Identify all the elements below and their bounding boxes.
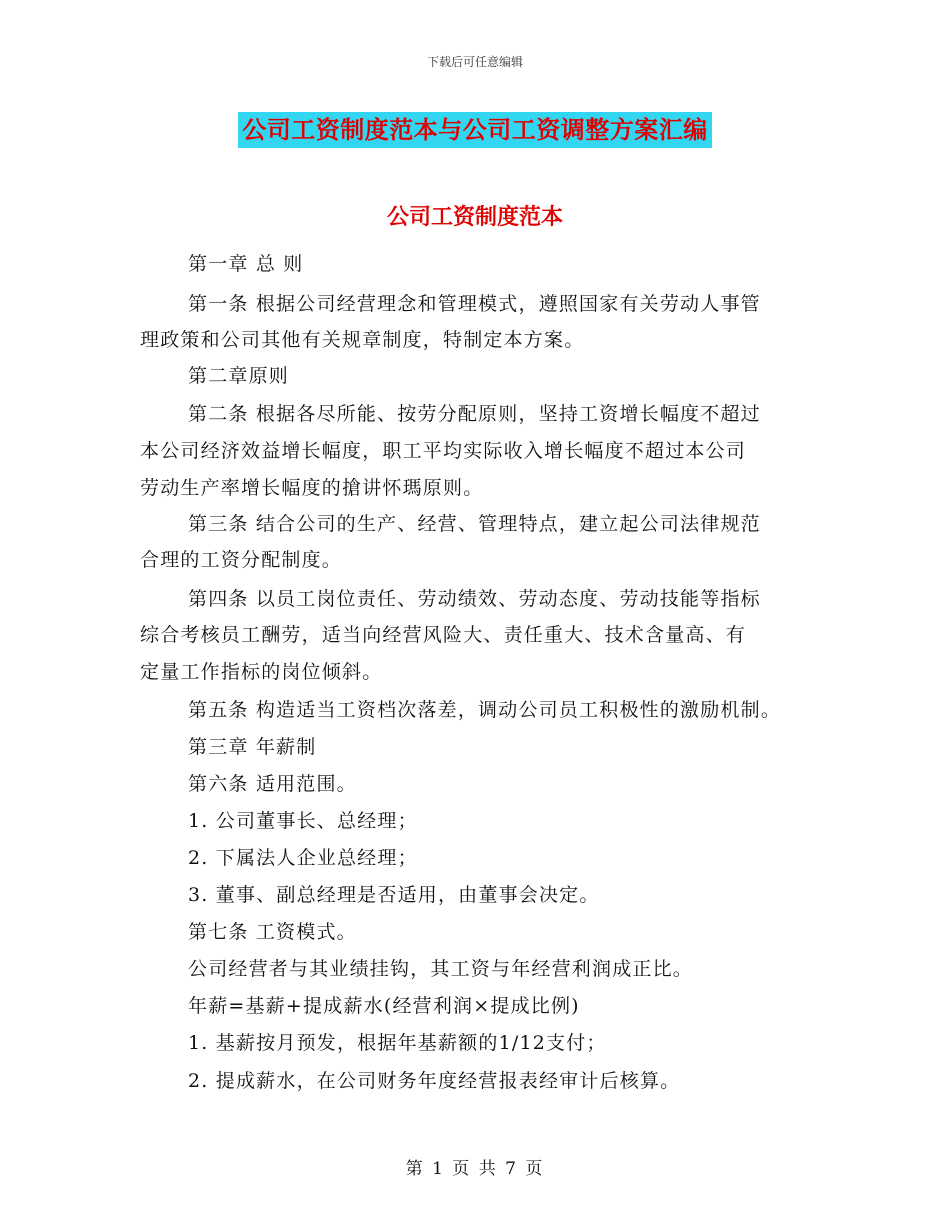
- page-footer: 第 1 页 共 7 页: [405, 1159, 545, 1179]
- article-line: 第一条 根据公司经营理念和管理模式，遵照国家有关劳动人事管: [188, 293, 761, 315]
- article-line: 第四条 以员工岗位责任、劳动绩效、劳动态度、劳动技能等指标: [188, 588, 761, 610]
- chapter-heading: 第三章 年薪制: [188, 736, 317, 758]
- list-item: 1. 公司董事长、总经理；: [188, 810, 418, 832]
- article-line: 第六条 适用范围。: [188, 773, 357, 795]
- list-item: 2. 提成薪水，在公司财务年度经营报表经审计后核算。: [188, 1070, 681, 1092]
- article-line: 本公司经济效益增长幅度，职工平均实际收入增长幅度不超过本公司: [140, 440, 747, 462]
- article-line: 第五条 构造适当工资档次落差，调动公司员工积极性的激励机制。: [188, 699, 782, 721]
- chapter-heading: 第一章 总 则: [188, 253, 304, 275]
- article-line: 理政策和公司其他有关规章制度，特制定本方案。: [140, 329, 585, 351]
- article-line: 定量工作指标的岗位倾斜。: [140, 661, 383, 683]
- article-line: 公司经营者与其业绩挂钩，其工资与年经营利润成正比。: [188, 958, 694, 980]
- list-item: 3. 董事、副总经理是否适用，由董事会决定。: [188, 884, 600, 906]
- list-item: 2. 下属法人企业总经理；: [188, 847, 418, 869]
- document-title: 公司工资制度范本与公司工资调整方案汇编: [238, 112, 712, 148]
- article-line: 第三条 结合公司的生产、经营、管理特点，建立起公司法律规范: [188, 513, 761, 535]
- article-line: 劳动生产率增长幅度的搶讲怀瑪原则。: [140, 477, 484, 499]
- formula-line: 年薪=基薪+提成薪水(经营利润×提成比例): [188, 995, 580, 1017]
- article-line: 第七条 工资模式。: [188, 921, 357, 943]
- section-title: 公司工资制度范本: [386, 204, 563, 230]
- chapter-heading: 第二章原则: [188, 365, 290, 387]
- document-title-wrap: [0, 112, 950, 148]
- list-item: 1. 基薪按月预发，根据年基薪额的1/12支付；: [188, 1032, 607, 1054]
- article-line: 第二条 根据各尽所能、按劳分配原则，坚持工资增长幅度不超过: [188, 403, 761, 425]
- article-line: 综合考核员工酬劳，适当向经营风险大、责任重大、技术含量高、有: [140, 624, 747, 646]
- article-line: 合理的工资分配制度。: [140, 549, 343, 571]
- header-note: 下载后可任意编辑: [426, 55, 523, 69]
